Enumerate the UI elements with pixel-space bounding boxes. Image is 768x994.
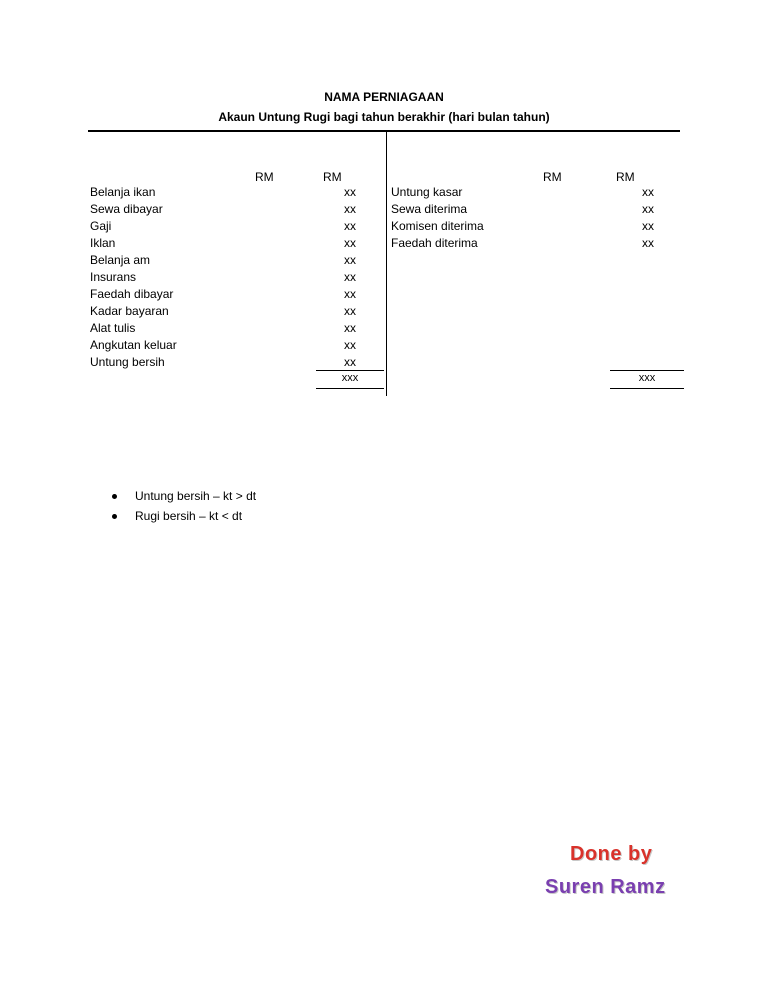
bullet-icon [112,494,117,499]
debit-amount: xx [344,185,356,199]
center-divider [386,131,387,396]
debit-amount: xx [344,219,356,233]
credit-label: Komisen diterima [391,219,484,233]
debit-amount: xx [344,355,356,369]
left-total: xxx [341,372,359,384]
debit-label: Gaji [90,219,112,233]
debit-label: Insurans [90,270,137,284]
note-text: Untung bersih – kt > dt [135,489,257,503]
credit-amount: xx [642,219,654,233]
left-total-bottom-rule [316,388,384,389]
credit-amount: xx [642,185,654,199]
debit-amount: xx [344,304,356,318]
title-underline [88,130,680,132]
debit-amount: xx [344,338,356,352]
debit-label: Sewa dibayar [90,202,163,216]
right-rm-header-1: RM [543,170,562,184]
debit-label: Angkutan keluar [90,338,177,352]
debit-amount: xx [344,253,356,267]
credit-amount: xx [642,202,654,216]
note-item [112,506,256,526]
right-total: xxx [638,372,656,384]
note-text: Rugi bersih – kt < dt [135,509,243,523]
note-item [112,486,256,506]
debit-label: Iklan [90,236,116,250]
credit-label: Untung kasar [391,185,463,199]
left-rm-header-1: RM [255,170,274,184]
right-total-bottom-rule [610,388,684,389]
signature-line-2: Suren Ramz [545,876,666,898]
debit-amount: xx [344,287,356,301]
right-rm-header-2: RM [616,170,635,184]
account-title: Akaun Untung Rugi bagi tahun berakhir (hari bulan tahun) [218,110,550,124]
debit-label: Kadar bayaran [90,304,169,318]
right-total-top-rule [610,370,684,371]
debit-amount: xx [344,321,356,335]
notes-list [112,486,256,526]
bullet-icon [112,514,117,519]
debit-label: Faedah dibayar [90,287,174,301]
credit-label: Faedah diterima [391,236,478,250]
signature-line-1: Done by [570,843,653,865]
left-rm-header-2: RM [323,170,342,184]
debit-label: Belanja am [90,253,151,267]
credit-label: Sewa diterima [391,202,468,216]
left-total-top-rule [316,370,384,371]
debit-label: Alat tulis [90,321,136,335]
debit-label: Untung bersih [90,355,165,369]
debit-label: Belanja ikan [90,185,156,199]
debit-amount: xx [344,236,356,250]
debit-amount: xx [344,202,356,216]
business-name: NAMA PERNIAGAAN [324,90,444,104]
debit-amount: xx [344,270,356,284]
credit-amount: xx [642,236,654,250]
